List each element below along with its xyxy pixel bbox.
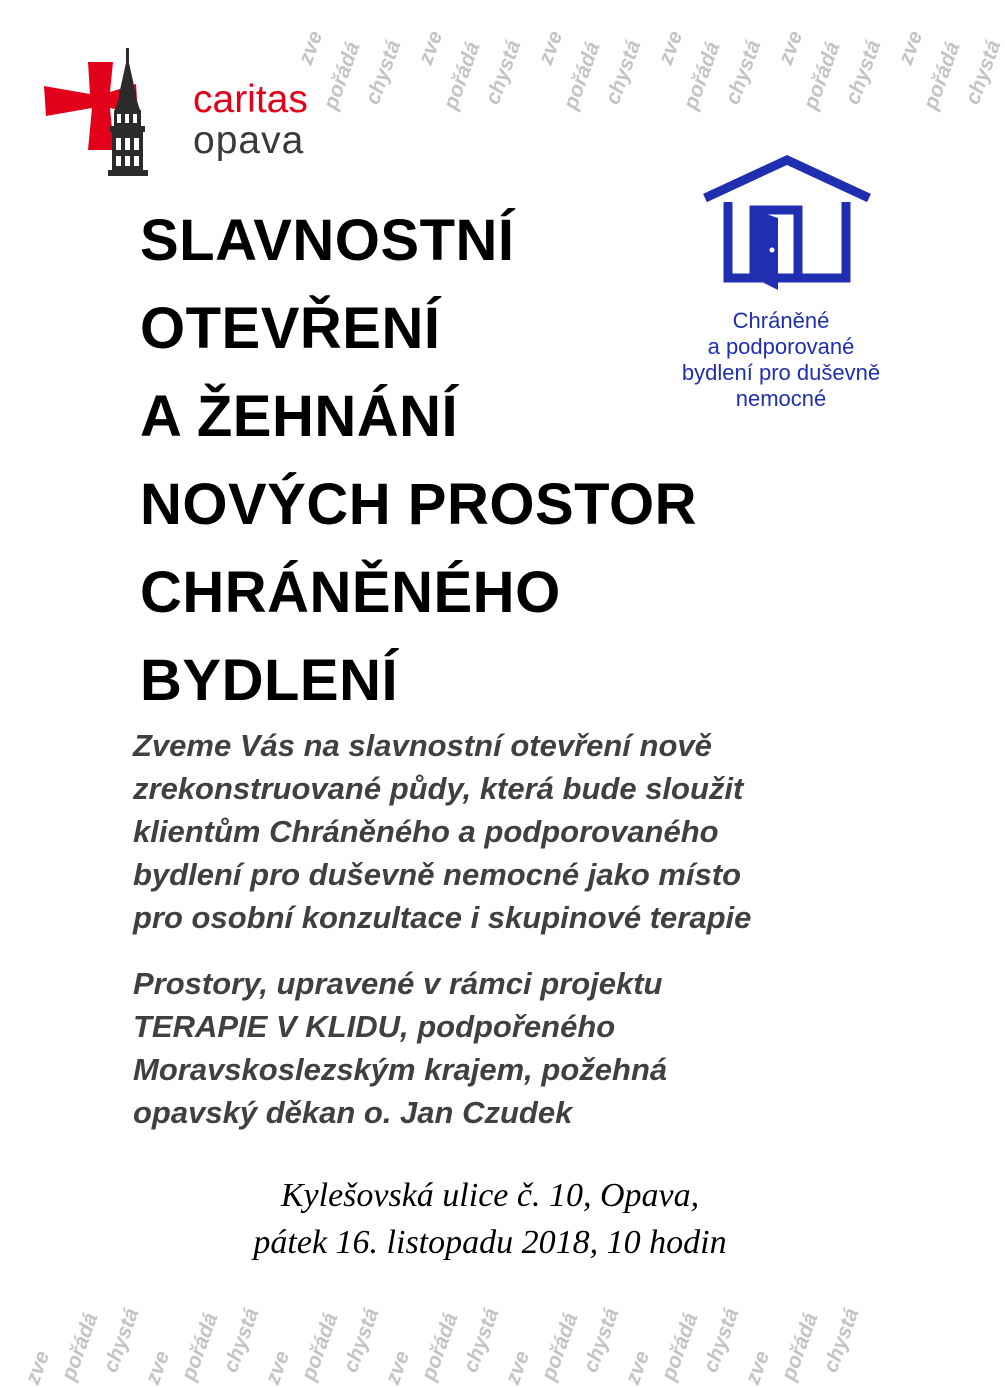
watermark-word: pořádá — [777, 1309, 823, 1384]
watermark-word: zve — [501, 1347, 535, 1388]
watermark-word: chystá — [699, 1305, 744, 1376]
watermark-word: zve — [141, 1347, 175, 1388]
watermark-word: chystá — [841, 37, 886, 108]
watermark-word: zve — [381, 1347, 415, 1388]
paragraph-line: zrekonstruované půdy, která bude sloužit — [133, 771, 744, 806]
paragraph-line: klientům Chráněného a podporovaného — [133, 814, 719, 849]
watermark-word: zve — [294, 27, 328, 68]
watermark-word: chystá — [961, 37, 1005, 108]
paragraph-line: Prostory, upravené v rámci projektu — [133, 966, 663, 1001]
watermark-word: zve — [894, 27, 928, 68]
watermark-word: pořádá — [297, 1309, 343, 1384]
caritas-logo — [38, 42, 313, 187]
invitation-paragraph — [133, 724, 893, 939]
watermark-word: zve — [741, 1347, 775, 1388]
watermark-pattern-bottom — [0, 1268, 980, 1388]
watermark-pattern-top — [255, 0, 1005, 115]
watermark-word: zve — [774, 27, 808, 68]
watermark-word: chystá — [459, 1305, 504, 1376]
watermark-word: zve — [621, 1347, 655, 1388]
paragraph-line: Zveme Vás na slavnostní otevření nově — [133, 728, 712, 763]
watermark-word: pořádá — [919, 38, 965, 113]
event-datetime: pátek 16. listopadu 2018, 10 hodin — [253, 1224, 727, 1261]
paragraph-line: Moravskoslezským krajem, požehná — [133, 1052, 668, 1087]
title-line: A ŽEHNÁNÍ — [140, 384, 459, 449]
paragraph-line: TERAPIE V KLIDU, podpořeného — [133, 1009, 616, 1044]
watermark-word: pořádá — [537, 1309, 583, 1384]
watermark-word: chystá — [361, 37, 406, 108]
page-title — [140, 197, 840, 725]
watermark-word: chystá — [339, 1305, 384, 1376]
watermark-word: pořádá — [319, 38, 365, 113]
watermark-word: pořádá — [559, 38, 605, 113]
title-line: OTEVŘENÍ — [140, 296, 441, 361]
title-line: BYDLENÍ — [140, 648, 399, 713]
watermark-word: chystá — [219, 1305, 264, 1376]
caritas-logo-line2: opava — [193, 119, 305, 162]
watermark-word: zve — [534, 27, 568, 68]
watermark-word: pořádá — [417, 1309, 463, 1384]
watermark-word: zve — [21, 1347, 55, 1388]
watermark-word: zve — [654, 27, 688, 68]
paragraph-line: pro osobní konzultace i skupinové terapie — [133, 900, 752, 935]
event-details — [0, 1172, 980, 1266]
watermark-word: pořádá — [657, 1309, 703, 1384]
title-line: CHRÁNĚNÉHO — [140, 560, 561, 625]
watermark-word: chystá — [721, 37, 766, 108]
title-line: NOVÝCH PROSTOR — [140, 472, 698, 537]
watermark-word: zve — [414, 27, 448, 68]
caritas-cross-icon — [38, 42, 188, 187]
title-line: SLAVNOSTNÍ — [140, 208, 515, 273]
housing-logo-caption-line: bydlení pro duševně — [681, 360, 881, 385]
housing-logo-caption-line: a podporované — [707, 334, 855, 359]
watermark-word: chystá — [481, 37, 526, 108]
watermark-word: chystá — [99, 1305, 144, 1376]
event-address: Kylešovská ulice č. 10, Opava, — [280, 1177, 700, 1214]
caritas-logo-line1: caritas — [193, 78, 308, 121]
watermark-word: chystá — [601, 37, 646, 108]
housing-logo-caption-line: nemocné — [735, 386, 827, 411]
housing-logo-caption-line: Chráněné — [732, 308, 830, 333]
watermark-word: pořádá — [439, 38, 485, 113]
watermark-word: chystá — [819, 1305, 864, 1376]
project-paragraph — [133, 962, 893, 1134]
paragraph-line: opavský děkan o. Jan Czudek — [133, 1095, 573, 1130]
paragraph-line: bydlení pro duševně nemocné jako místo — [133, 857, 742, 892]
watermark-word: pořádá — [177, 1309, 223, 1384]
watermark-word: zve — [261, 1347, 295, 1388]
watermark-word: pořádá — [799, 38, 845, 113]
watermark-word: pořádá — [679, 38, 725, 113]
watermark-word: chystá — [579, 1305, 624, 1376]
watermark-word: pořádá — [57, 1309, 103, 1384]
